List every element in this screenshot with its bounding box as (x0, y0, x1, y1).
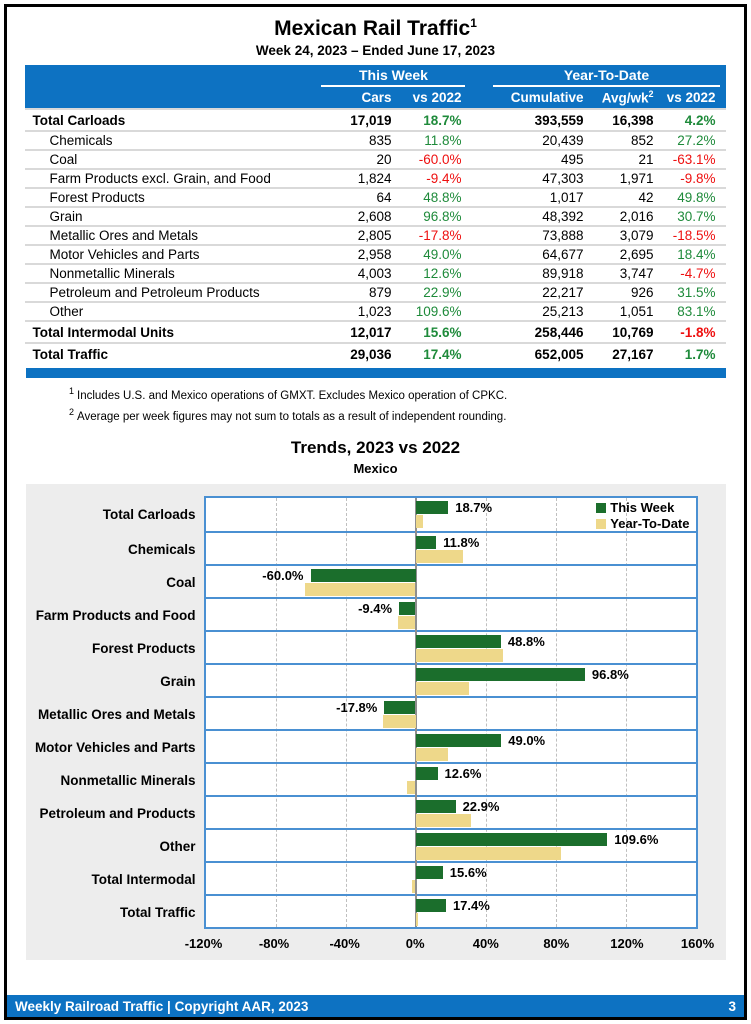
cell-cumulative: 1,017 (487, 188, 593, 207)
table-header (25, 65, 725, 109)
page-frame (4, 4, 747, 1020)
bar-value-label: 49.0% (508, 733, 546, 749)
chart-category-label: Farm Products and Food (35, 608, 196, 624)
cell-cars: 64 (315, 188, 401, 207)
cell-gap (471, 302, 487, 321)
col-label (25, 88, 315, 109)
cell-cars: 2,958 (315, 245, 401, 264)
bar-this-week (416, 501, 449, 514)
cell-gap (471, 264, 487, 283)
cell-cumulative: 48,392 (487, 207, 593, 226)
cell-gap (471, 150, 487, 169)
x-axis-tick-label: 80% (543, 936, 570, 952)
cell-avgwk: 926 (593, 283, 663, 302)
cell-cars: 2,805 (315, 226, 401, 245)
row-label: Motor Vehicles and Parts (25, 245, 315, 264)
header-spacer (25, 65, 315, 88)
cell-tw-pct: 22.9% (401, 283, 471, 302)
chart-band (37, 696, 696, 729)
cell-gap (471, 169, 487, 188)
table-body (25, 109, 725, 365)
group-year-to-date: Year-To-Date (487, 65, 725, 88)
cell-cumulative: 73,888 (487, 226, 593, 245)
cell-gap (471, 207, 487, 226)
cell-tw-pct: 49.0% (401, 245, 471, 264)
cell-ytd-pct: 83.1% (663, 302, 725, 321)
chart-category-label: Other (159, 839, 196, 855)
bar-value-label: 22.9% (462, 799, 500, 815)
cell-tw-pct: 48.8% (401, 188, 471, 207)
bar-value-label: -9.4% (358, 601, 393, 617)
chart-band (166, 564, 696, 597)
cell-cars: 12,017 (315, 321, 401, 343)
bar-this-week (416, 767, 438, 780)
cell-avgwk: 1,971 (593, 169, 663, 188)
bar-year-to-date (416, 682, 470, 695)
page-subtitle: Week 24, 2023 – Ended June 17, 2023 (255, 43, 496, 58)
table-row (25, 343, 725, 365)
chart-category-label: Motor Vehicles and Parts (34, 740, 196, 756)
cell-gap (471, 283, 487, 302)
bar-year-to-date (416, 550, 464, 563)
cell-ytd-pct: 4.2% (663, 109, 725, 131)
bar-this-week (416, 800, 456, 813)
cell-avgwk: 3,079 (593, 226, 663, 245)
cell-avgwk: 27,167 (593, 343, 663, 365)
row-label: Metallic Ores and Metals (25, 226, 315, 245)
cell-cumulative: 64,677 (487, 245, 593, 264)
cell-avgwk: 3,747 (593, 264, 663, 283)
row-label: Other (25, 302, 315, 321)
cell-avgwk: 852 (593, 131, 663, 150)
table-row (25, 283, 725, 302)
row-label: Farm Products excl. Grain, and Food (25, 169, 315, 188)
legend-item (596, 500, 689, 516)
chart-band (60, 762, 696, 795)
cell-gap (471, 343, 487, 365)
chart-subtitle: Mexico (353, 461, 398, 477)
group-this-week: This Week (315, 65, 471, 88)
row-label: Coal (25, 150, 315, 169)
chart-category-label: Metallic Ores and Metals (37, 707, 196, 723)
cell-cumulative: 89,918 (487, 264, 593, 283)
bar-this-week (416, 899, 446, 912)
chart-band (159, 828, 696, 861)
cell-cumulative: 22,217 (487, 283, 593, 302)
cell-cars: 1,023 (315, 302, 401, 321)
table-row (25, 264, 725, 283)
table-row (25, 109, 725, 131)
bar-this-week (416, 668, 585, 681)
legend-label: This Week (610, 500, 675, 516)
table-row (25, 302, 725, 321)
cell-avgwk: 2,016 (593, 207, 663, 226)
bar-year-to-date (416, 748, 448, 761)
page-title: Mexican Rail Traffic$^1$ (274, 16, 477, 40)
cell-avgwk: 21 (593, 150, 663, 169)
bar-this-week (399, 602, 415, 615)
cell-ytd-pct: 1.7% (663, 343, 725, 365)
cell-cumulative: 20,439 (487, 131, 593, 150)
col-tw-vs2022: vs 2022 (401, 88, 471, 109)
chart-category-label: Total Carloads (102, 507, 196, 523)
bar-this-week (416, 866, 443, 879)
cell-ytd-pct: -4.7% (663, 264, 725, 283)
cell-avgwk: 10,769 (593, 321, 663, 343)
cell-ytd-pct: 30.7% (663, 207, 725, 226)
chart-band (127, 531, 696, 564)
chart-category-label: Chemicals (127, 542, 196, 558)
bar-this-week (416, 635, 501, 648)
table-row (25, 321, 725, 343)
cell-ytd-pct: 18.4% (663, 245, 725, 264)
header-gap (471, 88, 487, 109)
chart-title: Trends, 2023 vs 2022 (290, 438, 461, 458)
bar-year-to-date (416, 515, 423, 528)
cell-ytd-pct: -1.8% (663, 321, 725, 343)
title-footnote-marker: 1 (470, 16, 477, 30)
cell-cumulative: 393,559 (487, 109, 593, 131)
cell-ytd-pct: 49.8% (663, 188, 725, 207)
chart-legend (596, 500, 689, 532)
cell-cars: 2,608 (315, 207, 401, 226)
cell-cars: 835 (315, 131, 401, 150)
bar-value-label: 96.8% (591, 667, 629, 683)
cell-tw-pct: 15.6% (401, 321, 471, 343)
cell-cars: 4,003 (315, 264, 401, 283)
bar-this-week (384, 701, 415, 714)
chart-band (119, 894, 696, 927)
x-axis-tick-label: -40% (329, 936, 360, 952)
cell-cars: 29,036 (315, 343, 401, 365)
bar-year-to-date (412, 880, 415, 893)
bar-year-to-date (398, 616, 415, 629)
chart-category-label: Petroleum and Products (39, 806, 196, 822)
footer-text: Weekly Railroad Traffic | Copyright AAR, 2023 (15, 998, 309, 1014)
header-gap (471, 65, 487, 88)
bar-value-label: 17.4% (452, 898, 490, 914)
bar-value-label: -17.8% (336, 700, 378, 716)
bar-value-label: 18.7% (455, 500, 493, 516)
cell-avgwk: 2,695 (593, 245, 663, 264)
x-axis-tick-label: -80% (258, 936, 290, 952)
footnote-marker: 1 (69, 386, 75, 396)
legend-label: Year-To-Date (610, 516, 690, 532)
col-ytd-vs2022: vs 2022 (663, 88, 725, 109)
chart-x-axis (184, 934, 715, 954)
trends-chart-panel (26, 484, 726, 960)
cell-ytd-pct: 27.2% (663, 131, 725, 150)
cell-tw-pct: 11.8% (401, 131, 471, 150)
cell-cumulative: 495 (487, 150, 593, 169)
row-label: Grain (25, 207, 315, 226)
table-row (25, 169, 725, 188)
row-label: Total Carloads (25, 109, 315, 131)
cell-cars: 879 (315, 283, 401, 302)
table-bottom-rule (26, 368, 726, 378)
traffic-table (25, 65, 725, 365)
cell-gap (471, 188, 487, 207)
chart-category-label: Coal (166, 575, 196, 591)
row-label: Total Intermodal Units (25, 321, 315, 343)
chart-category-label: Nonmetallic Minerals (60, 773, 196, 789)
cell-ytd-pct: -18.5% (663, 226, 725, 245)
x-axis-tick-label: 40% (472, 936, 499, 952)
cell-cumulative: 652,005 (487, 343, 593, 365)
row-label: Nonmetallic Minerals (25, 264, 315, 283)
footnote-marker: 2 (69, 406, 75, 417)
legend-item (596, 516, 689, 532)
row-label: Forest Products (25, 188, 315, 207)
chart-category-label: Forest Products (91, 641, 196, 657)
cell-cumulative: 25,213 (487, 302, 593, 321)
legend-swatch (596, 503, 606, 513)
chart-band (91, 630, 696, 663)
footnote-line: $^2$ Average per week figures may not sum to totals as a result of independent rounding. (69, 406, 507, 423)
chart-band (35, 597, 696, 630)
legend-swatch (596, 519, 606, 529)
footer-bar (7, 995, 744, 1017)
col-cumulative: Cumulative (487, 88, 593, 109)
cell-gap (471, 245, 487, 264)
row-label: Petroleum and Petroleum Products (25, 283, 315, 302)
col-avgwk: Avg/$wk^2$ (593, 88, 663, 109)
col-cars: Cars (315, 88, 401, 109)
cell-cumulative: 47,303 (487, 169, 593, 188)
cell-ytd-pct: 31.5% (663, 283, 725, 302)
bar-year-to-date (407, 781, 415, 794)
table-row (25, 150, 725, 169)
chart-plot-area (34, 496, 698, 929)
row-label: Chemicals (25, 131, 315, 150)
cell-cumulative: 258,446 (487, 321, 593, 343)
cell-ytd-pct: -9.8% (663, 169, 725, 188)
row-label: Total Traffic (25, 343, 315, 365)
bar-year-to-date (416, 649, 503, 662)
cell-tw-pct: -9.4% (401, 169, 471, 188)
cell-tw-pct: -17.8% (401, 226, 471, 245)
bar-year-to-date (416, 847, 561, 860)
x-axis-tick-label: 0% (405, 936, 425, 952)
bar-year-to-date (416, 913, 419, 926)
bar-this-week (416, 734, 502, 747)
chart-band (39, 795, 696, 828)
cell-tw-pct: 12.6% (401, 264, 471, 283)
x-axis-tick-label: 160% (680, 936, 715, 952)
bar-this-week (416, 833, 608, 846)
cell-tw-pct: -60.0% (401, 150, 471, 169)
bar-year-to-date (383, 715, 415, 728)
cell-cars: 17,019 (315, 109, 401, 131)
footer-page-number: 3 (728, 998, 736, 1014)
table-row (25, 131, 725, 150)
cell-tw-pct: 96.8% (401, 207, 471, 226)
footnote-line: $^1$ Includes U.S. and Mexico operations of GMXT. Excludes Mexico operation of CPKC. (69, 386, 508, 402)
bar-value-label: 48.8% (507, 634, 545, 650)
chart-category-label: Total Intermodal (91, 872, 196, 888)
chart-category-label: Grain (160, 674, 196, 690)
cell-avgwk: 16,398 (593, 109, 663, 131)
bar-year-to-date (416, 814, 471, 827)
table-row (25, 226, 725, 245)
bar-value-label: -60.0% (262, 568, 304, 584)
table-row (25, 188, 725, 207)
cell-gap (471, 131, 487, 150)
cell-cars: 1,824 (315, 169, 401, 188)
cell-tw-pct: 109.6% (401, 302, 471, 321)
cell-cars: 20 (315, 150, 401, 169)
cell-ytd-pct: -63.1% (663, 150, 725, 169)
cell-tw-pct: 18.7% (401, 109, 471, 131)
footnotes (69, 385, 744, 426)
chart-band (91, 861, 696, 894)
bar-value-label: 15.6% (449, 865, 487, 881)
bar-value-label: 109.6% (614, 832, 659, 848)
bar-this-week (416, 536, 437, 549)
bar-value-label: 12.6% (444, 766, 482, 782)
bar-this-week (311, 569, 416, 582)
bar-value-label: 11.8% (443, 535, 480, 551)
bar-year-to-date (305, 583, 415, 596)
chart-category-label: Total Traffic (119, 905, 196, 921)
chart-band (34, 729, 696, 762)
table-row (25, 207, 725, 226)
cell-tw-pct: 17.4% (401, 343, 471, 365)
cell-avgwk: 42 (593, 188, 663, 207)
cell-gap (471, 226, 487, 245)
cell-gap (471, 109, 487, 131)
x-axis-tick-label: 120% (610, 936, 644, 952)
cell-avgwk: 1,051 (593, 302, 663, 321)
table-row (25, 245, 725, 264)
x-axis-tick-label: -120% (184, 936, 223, 952)
cell-gap (471, 321, 487, 343)
chart-band (160, 663, 696, 696)
